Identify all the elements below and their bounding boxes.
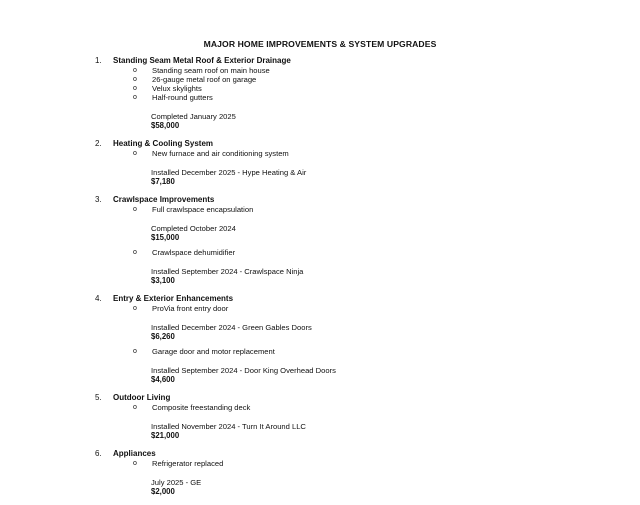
list-item-text: Full crawlspace encapsulation — [152, 205, 254, 214]
section-heading — [95, 294, 615, 304]
cost-amount: $21,000 — [151, 431, 180, 440]
section-heading — [95, 139, 615, 149]
section-number: 5. — [95, 393, 102, 402]
bullet-marker: o — [133, 76, 137, 83]
list-item-text: Refrigerator replaced — [152, 459, 224, 468]
completion-note: Installed December 2025 - Hype Heating & Air — [151, 168, 307, 177]
section-heading — [95, 195, 615, 205]
section-title: Standing Seam Metal Roof & Exterior Drainage — [113, 56, 291, 65]
cost-amount: $15,000 — [151, 233, 180, 242]
cost-amount: $58,000 — [151, 121, 180, 130]
section-number: 1. — [95, 56, 102, 65]
completion-note: Installed November 2024 - Turn It Around LLC — [151, 422, 306, 431]
bullet-marker: o — [133, 150, 137, 157]
improvement-section — [95, 56, 615, 139]
section-number: 6. — [95, 449, 102, 458]
list-item-text: Composite freestanding deck — [152, 403, 251, 412]
list-item-text: Half-round gutters — [152, 93, 213, 102]
improvements-list — [95, 56, 615, 505]
list-item — [95, 149, 615, 158]
list-item — [95, 248, 615, 257]
completion-note: Installed September 2024 - Crawlspace Ninja — [151, 267, 304, 276]
list-item-text: Garage door and motor replacement — [152, 347, 275, 356]
improvement-section — [95, 139, 615, 195]
section-title: Appliances — [113, 449, 156, 458]
bullet-marker: o — [133, 67, 137, 74]
section-title: Crawlspace Improvements — [113, 195, 215, 204]
list-item-text: Velux skylights — [152, 84, 202, 93]
completion-note: July 2025 - GE — [151, 478, 202, 487]
section-number: 3. — [95, 195, 102, 204]
bullet-marker: o — [133, 206, 137, 213]
section-number: 2. — [95, 139, 102, 148]
list-item-text: ProVia front entry door — [152, 304, 229, 313]
cost-amount: $6,260 — [151, 332, 175, 341]
bullet-marker: o — [133, 94, 137, 101]
bullet-marker: o — [133, 85, 137, 92]
cost-amount: $3,100 — [151, 276, 175, 285]
bullet-marker: o — [133, 348, 137, 355]
cost-amount: $4,600 — [151, 375, 175, 384]
completion-note: Installed December 2024 - Green Gables Doors — [151, 323, 312, 332]
list-item-text: Crawlspace dehumidifier — [152, 248, 236, 257]
list-item — [95, 304, 615, 313]
improvement-section — [95, 195, 615, 294]
list-item — [95, 403, 615, 412]
bullet-marker: o — [133, 305, 137, 312]
cost-amount: $7,180 — [151, 177, 175, 186]
improvement-section — [95, 294, 615, 393]
completion-note: Installed September 2024 - Door King Overhead Doors — [151, 366, 336, 375]
list-item-text: 26-gauge metal roof on garage — [152, 75, 257, 84]
section-title: Outdoor Living — [113, 393, 171, 402]
bullet-marker: o — [133, 404, 137, 411]
bullet-marker: o — [133, 460, 137, 467]
section-heading — [95, 56, 615, 66]
improvement-section — [95, 449, 615, 505]
document-title: MAJOR HOME IMPROVEMENTS & SYSTEM UPGRADES — [203, 39, 437, 49]
list-item — [95, 75, 615, 84]
section-title: Entry & Exterior Enhancements — [113, 294, 234, 303]
section-title: Heating & Cooling System — [113, 139, 214, 148]
list-item — [95, 459, 615, 468]
improvement-section — [95, 393, 615, 449]
cost-amount: $2,000 — [151, 487, 175, 496]
section-number: 4. — [95, 294, 102, 303]
list-item — [95, 66, 615, 75]
section-heading — [95, 449, 615, 459]
list-item-text: Standing seam roof on main house — [152, 66, 270, 75]
section-heading — [95, 393, 615, 403]
list-item-text: New furnace and air conditioning system — [152, 149, 289, 158]
completion-note: Completed January 2025 — [151, 112, 236, 121]
list-item — [95, 205, 615, 214]
bullet-marker: o — [133, 249, 137, 256]
list-item — [95, 347, 615, 356]
completion-note: Completed October 2024 — [151, 224, 236, 233]
list-item — [95, 93, 615, 102]
list-item — [95, 84, 615, 93]
